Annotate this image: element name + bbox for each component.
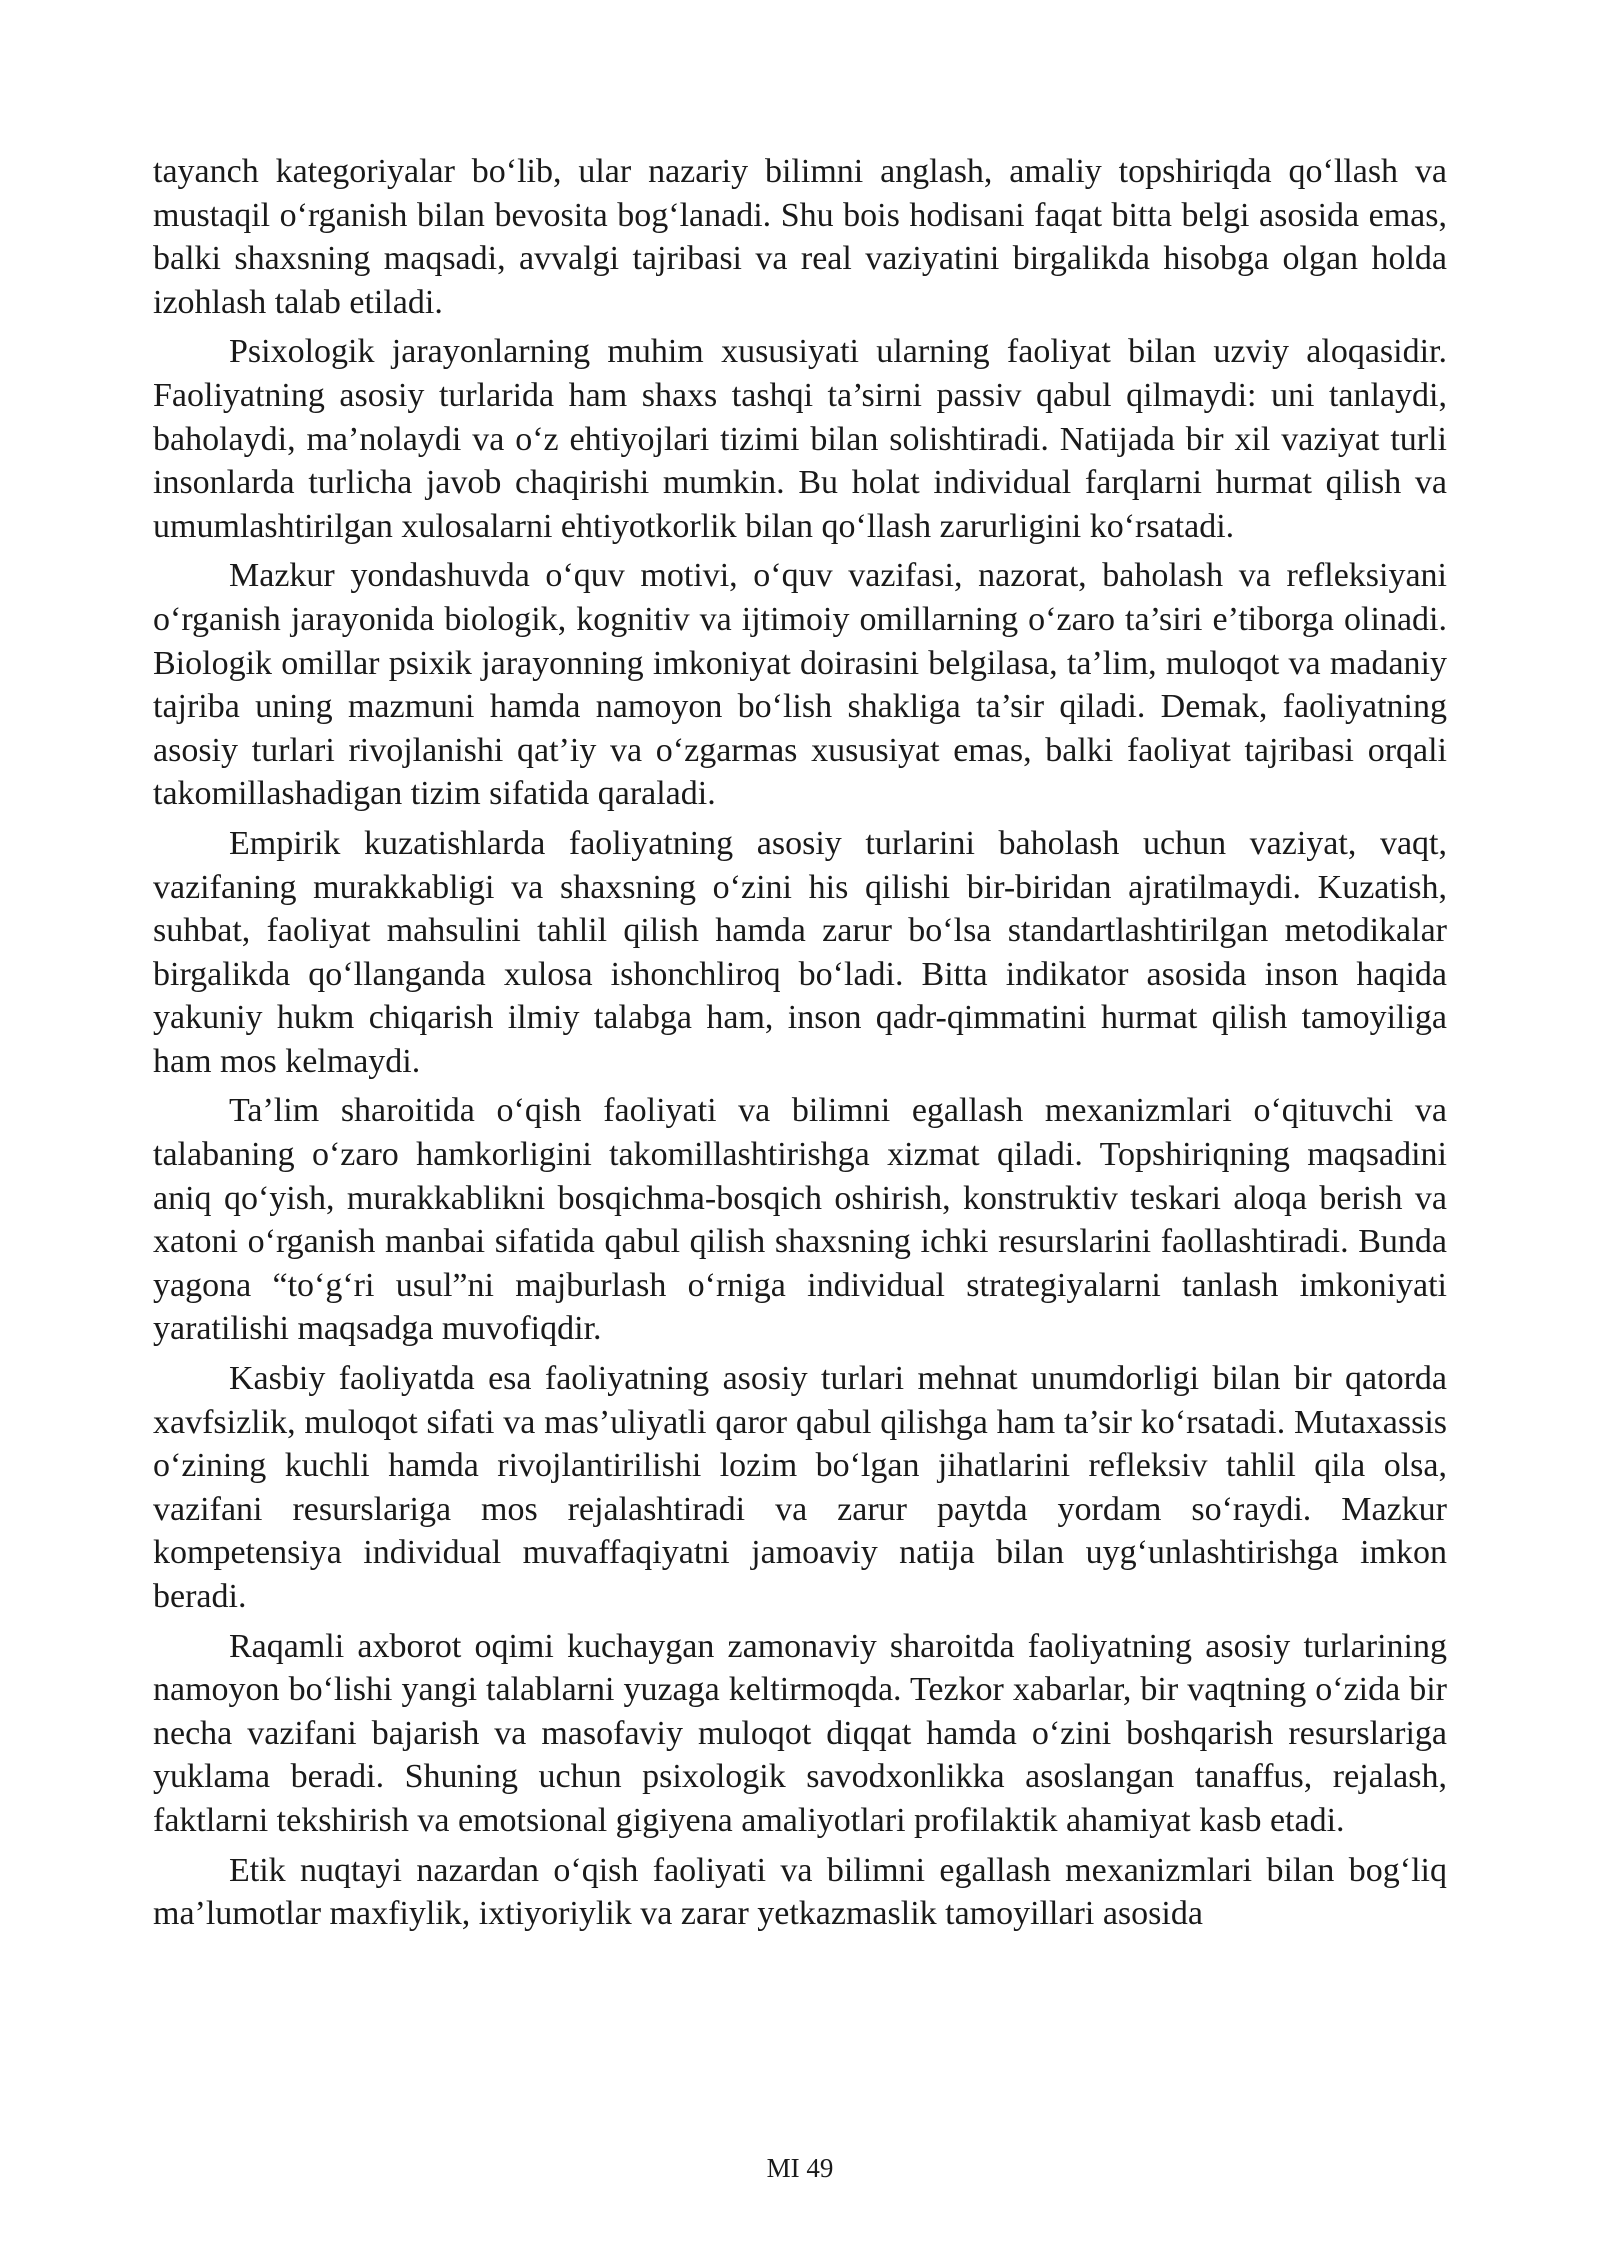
paragraph-1: tayanch kategoriyalar bo‘lib, ular nazariy bilimni anglash, amaliy topshiriqda qo‘llash va mustaqil o‘rganish bilan bevosita bog‘lanadi. Shu bois hodisani faqat bitta belgi asosida emas, balki shaxsning maqsadi, avvalgi tajribasi va real vaziyatini birgalikda hisobga olgan holda izohlash talab etiladi.: [153, 153, 1447, 321]
paragraph-5: Ta’lim sharoitida o‘qish faoliyati va bilimni egallash mexanizmlari o‘qituvchi va talabaning o‘zaro hamkorligini takomillashtirishga xizmat qiladi. Topshiriqning maqsadini aniq qo‘yish, murakkablikni bosqichma-bosqich oshirish, konstruktiv teskari aloqa berish va xatoni o‘rganish manbai sifatida qabul qilish shaxsning ichki resurslarini faollashtiradi. Bunda yagona “to‘g‘ri usul”ni majburlash o‘rniga individual strategiyalarni tanlash imkoniyati yaratilishi maqsadga muvofiqdir.: [153, 1092, 1447, 1348]
document-body: [153, 150, 1447, 1942]
paragraph-6: Kasbiy faoliyatda esa faoliyatning asosiy turlari mehnat unumdorligi bilan bir qatorda xavfsizlik, muloqot sifati va mas’uliyatli qaror qabul qilishga ham ta’sir ko‘rsatadi. Mutaxassis o‘zining kuchli hamda rivojlantirilishi lozim bo‘lgan jihatlarini refleksiv tahlil qila olsa, vazifani resurslariga mos rejalashtiradi va zarur paytda yordam so‘raydi. Mazkur kompetensiya individual muvaffaqiyatni jamoaviy natija bilan uyg‘unlashtirishga imkon beradi.: [153, 1360, 1447, 1615]
paragraph-4: Empirik kuzatishlarda faoliyatning asosiy turlarini baholash uchun vaziyat, vaqt, vazifaning murakkabligi va shaxsning o‘zini his qilishi bir-biridan ajratilmaydi. Kuzatish, suhbat, faoliyat mahsulini tahlil qilish hamda zarur bo‘lsa standartlashtirilgan metodikalar birgalikda qo‘llanganda xulosa ishonchliroq bo‘ladi. Bitta indikator asosida inson haqida yakuniy hukm chiqarish ilmiy talabga ham, inson qadr-qimmatini hurmat qilish tamoyiliga ham mos kelmaydi.: [153, 824, 1447, 1080]
paragraph-3: Mazkur yondashuvda o‘quv motivi, o‘quv vazifasi, nazorat, baholash va refleksiyani o‘rganish jarayonida biologik, kognitiv va ijtimoiy omillarning o‘zaro ta’siri e’tiborga olinadi. Biologik omillar psixik jarayonning imkoniyat doirasini belgilasa, ta’lim, muloqot va madaniy tajriba uning mazmuni hamda namoyon bo‘lish shakliga ta’sir qiladi. Demak, faoliyatning asosiy turlari rivojlanishi qat’iy va o‘zgarmas xususiyat emas, balki faoliyat tajribasi orqali takomillashadigan tizim sifatida qaraladi.: [153, 557, 1447, 813]
page-number: MI 49: [766, 2153, 834, 2183]
paragraph-7: Raqamli axborot oqimi kuchaygan zamonaviy sharoitda faoliyatning asosiy turlarining namoyon bo‘lishi yangi talablarni yuzaga keltirmoqda. Tezkor xabarlar, bir vaqtning o‘zida bir necha vazifani bajarish va masofaviy muloqot diqqat hamda o‘zini boshqarish resurslariga yuklama beradi. Shuning uchun psixologik savodxonlikka asoslangan tanaffus, rejalash, faktlarni tekshirish va emotsional gigiyena amaliyotlari profilaktik ahamiyat kasb etadi.: [153, 1627, 1447, 1839]
paragraph-8: Etik nuqtayi nazardan o‘qish faoliyati va bilimni egallash mexanizmlari bilan bog‘liq ma’lumotlar maxfiylik, ixtiyoriylik va zarar yetkazmaslik tamoyillari asosida: [153, 1851, 1447, 1933]
paragraph-2: Psixologik jarayonlarning muhim xususiyati ularning faoliyat bilan uzviy aloqasidir. Faoliyatning asosiy turlarida ham shaxs tashqi ta’sirni passiv qabul qilmaydi: uni tanlaydi, baholaydi, ma’nolaydi va o‘z ehtiyojlari tizimi bilan solishtiradi. Natijada bir xil vaziyat turli insonlarda turlicha javob chaqirishi mumkin. Bu holat individual farqlarni hurmat qilish va umumlashtirilgan xulosalarni ehtiyotkorlik bilan qo‘llash zarurligini ko‘rsatadi.: [153, 333, 1447, 545]
